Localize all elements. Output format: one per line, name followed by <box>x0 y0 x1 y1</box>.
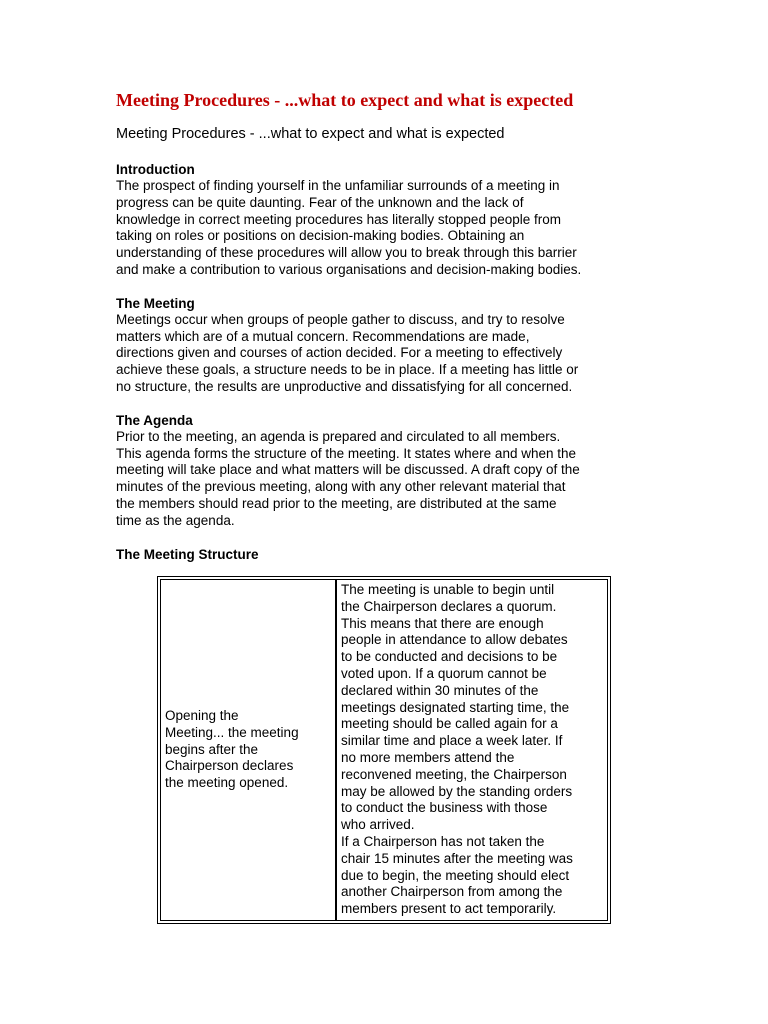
table-cell-description: The meeting is unable to begin until the Chairperson declares a quorum. This means that there are enough people in attendance to allow debates to be conducted and decisions to be voted upon. If a quorum cannot be declared within 30 minutes of the meetings designated starting time, the meeting should be called again for a similar time and place a week later. If no more members attend the reconvened meeting, the Chairperson may be allowed by the standing orders to conduct the business with those who arrived. If a Chairperson has not taken the chair 15 minutes after the meeting was due to begin, the meeting should elect another Chairperson from among the members present to act temporarily. <box>336 579 608 921</box>
table-row <box>160 579 608 921</box>
section-heading: The Agenda <box>116 412 193 428</box>
section-heading: The Meeting <box>116 295 195 311</box>
section-the-agenda <box>116 412 656 530</box>
section-paragraph: Prior to the meeting, an agenda is prepared and circulated to all members. This agenda forms the structure of the meeting. It states where and when the meeting will take place and what matters will be discussed. A draft copy of the minutes of the previous meeting, along with any other relevant material that the members should read prior to the meeting, are distributed at the same time as the agenda. <box>116 428 580 528</box>
section-paragraph: The prospect of finding yourself in the unfamiliar surrounds of a meeting in progress can be quite daunting. Fear of the unknown and the lack of knowledge in correct meeting procedures has literally stopped people from taking on roles or positions on decision-making bodies. Obtaining an understanding of these procedures will allow you to break through this barrier and make a contribution to various organisations and decision-making bodies. <box>116 178 582 277</box>
section-meeting-structure <box>116 546 656 563</box>
document-title-red: Meeting Procedures - ...what to expect and what is expected <box>116 90 574 110</box>
section-introduction <box>116 161 656 279</box>
table-cell-topic-text: Opening the Meeting... the meeting begins after the Chairperson declares the meeting opened. <box>165 708 299 791</box>
document-page <box>116 88 656 579</box>
section-heading: The Meeting Structure <box>116 546 259 562</box>
section-paragraph: Meetings occur when groups of people gather to discuss, and try to resolve matters which are of a mutual concern. Recommendations are made, directions given and courses of action decided. For a meeting to effectively achieve these goals, a structure needs to be in place. If a meeting has little or no structure, the results are unproductive and dissatisfying for all concerned. <box>116 311 579 394</box>
meeting-structure-table <box>157 576 611 924</box>
table-cell-topic <box>160 579 336 921</box>
section-the-meeting <box>116 295 656 396</box>
document-title: Meeting Procedures - ...what to expect and what is expected <box>116 126 505 142</box>
section-heading: Introduction <box>116 162 195 177</box>
